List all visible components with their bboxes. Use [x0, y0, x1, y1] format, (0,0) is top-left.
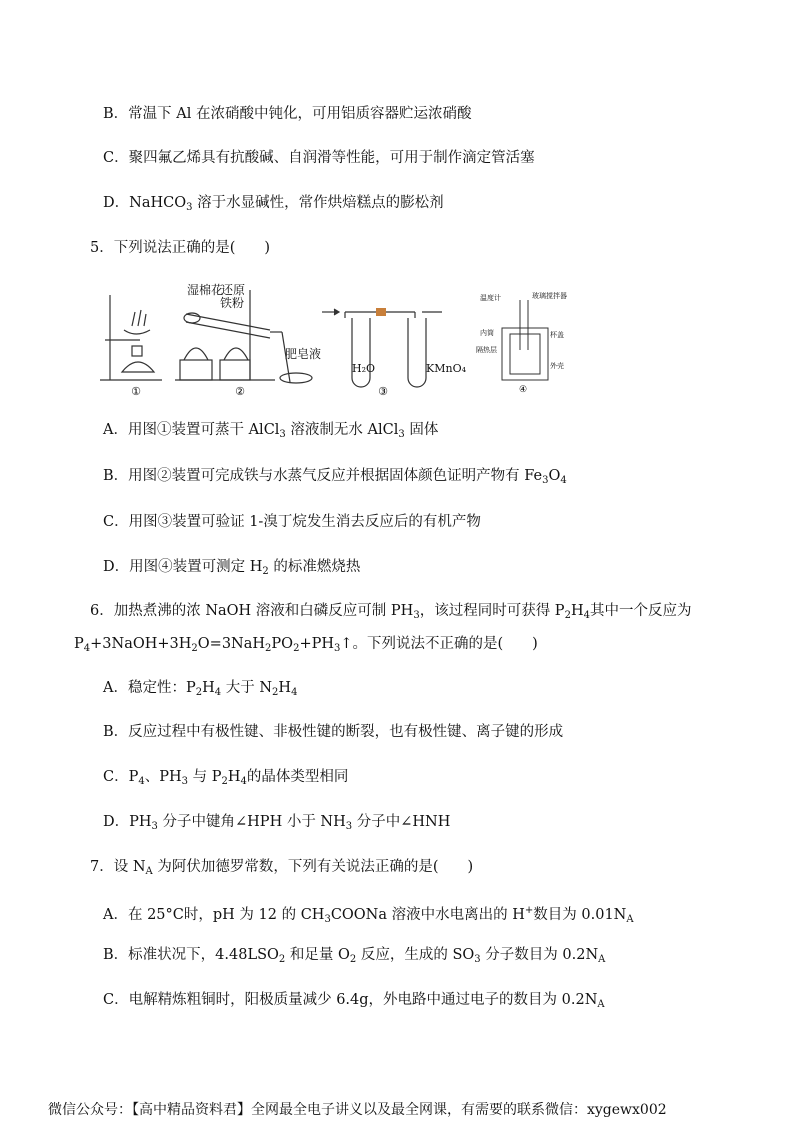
q5-option-b: B．用图②装置可完成铁与水蒸气反应并根据固体颜色证明产物有 $Fe_3O_4$ — [103, 468, 567, 486]
apparatus-4 — [502, 300, 548, 380]
q4-option-d: D．NaHCO$_3$ 溶于水显碱性，常作烘焙糕点的膨松剂 — [103, 195, 444, 213]
apparatus-1 — [100, 295, 162, 380]
q6-option-c: C．$P_4$、$PH_3$ 与 $P_2H_4$的晶体类型相同 — [103, 769, 349, 787]
apparatus-figure — [100, 280, 567, 400]
q5-option-d: D．用图④装置可测定 $H_2$ 的标准燃烧热 — [103, 559, 361, 577]
question-5-stem: 5．下列说法正确的是( ) — [90, 240, 271, 256]
q6-option-d: D．$PH_3$ 分子中键角∠HPH 小于 $NH_3$ 分子中∠HNH — [103, 814, 451, 832]
q6-option-a: A．稳定性：$P_2H_4$ 大于 $N_2H_4$ — [103, 680, 298, 698]
figure-num-1: ① — [131, 385, 141, 398]
figure-label-wet-cotton: 湿棉花 — [187, 283, 224, 297]
figure-label-soap-solution: 肥皂液 — [285, 347, 322, 361]
q7-option-c: C．电解精炼粗铜时，阳极质量减少 6.4g，外电路中通过电子的数目为 $0.2N_A$ — [103, 992, 605, 1010]
q7-option-a: A．在 25°C时，pH 为 12 的 $CH_3COONa$ 溶液中水电离出的 H+数目为 $0.01N_A$ — [103, 905, 634, 925]
q6-option-b: B．反应过程中有极性键、非极性键的断裂，也有极性键、离子键的形成 — [103, 724, 564, 740]
q5-option-a: A．用图①装置可蒸干 AlCl$_3$ 溶液制无水 AlCl$_3$ 固体 — [103, 422, 439, 440]
question-6-stem-line-1: 6．加热煮沸的浓 NaOH 溶液和白磷反应可制 $PH_3$，该过程同时可获得 $P_2H_4$其中一个反应为 — [90, 603, 692, 621]
figure-num-2: ② — [235, 385, 245, 398]
figure-label-outer-shell: 外壳 — [550, 362, 564, 370]
question-6-stem-line-2: $P_4+3NaOH+3H_2O=3NaH_2PO_2+PH_3↑$。下列说法不正确的是( ) — [74, 636, 538, 654]
figure-label-glass-stirrer: 玻璃搅拌器 — [532, 292, 567, 300]
figure-num-4: ④ — [518, 385, 528, 395]
q7-option-b: B．标准状况下，$4.48LSO_2$ 和足量 $O_2$ 反应，生成的 $SO_3$ 分子数目为 $0.2N_A$ — [103, 947, 606, 965]
footer-contact: 微信公众号：【高中精品资料君】全网最全电子讲义以及最全网课，有需要的联系微信：xygewx002 — [48, 1102, 667, 1118]
figure-label-thermometer: 温度计 — [480, 294, 501, 302]
figure-label-water: H₂O — [352, 362, 376, 375]
figure-label-iron-powder: 铁粉 — [220, 296, 245, 310]
figure-label-reduced: 还原 — [221, 283, 246, 297]
question-7-stem: 7．设 $N_A$ 为阿伏加德罗常数，下列有关说法正确的是( ) — [90, 859, 474, 877]
figure-label-lid: 杯盖 — [550, 331, 564, 339]
q4-option-c: C．聚四氟乙烯具有抗酸碱、自润滑等性能，可用于制作滴定管活塞 — [103, 150, 535, 166]
apparatus-3 — [322, 308, 442, 387]
figure-label-insulation: 隔热层 — [476, 346, 497, 354]
figure-num-3: ③ — [378, 385, 388, 398]
figure-label-inner-cup: 内筒 — [480, 329, 494, 337]
figure-label-kmno4: KMnO₄ — [426, 362, 466, 375]
q5-option-c: C．用图③装置可验证 1-溴丁烷发生消去反应后的有机产物 — [103, 514, 481, 530]
q4-option-b: B．常温下 Al 在浓硝酸中钝化，可用铝质容器贮运浓硝酸 — [103, 106, 472, 122]
